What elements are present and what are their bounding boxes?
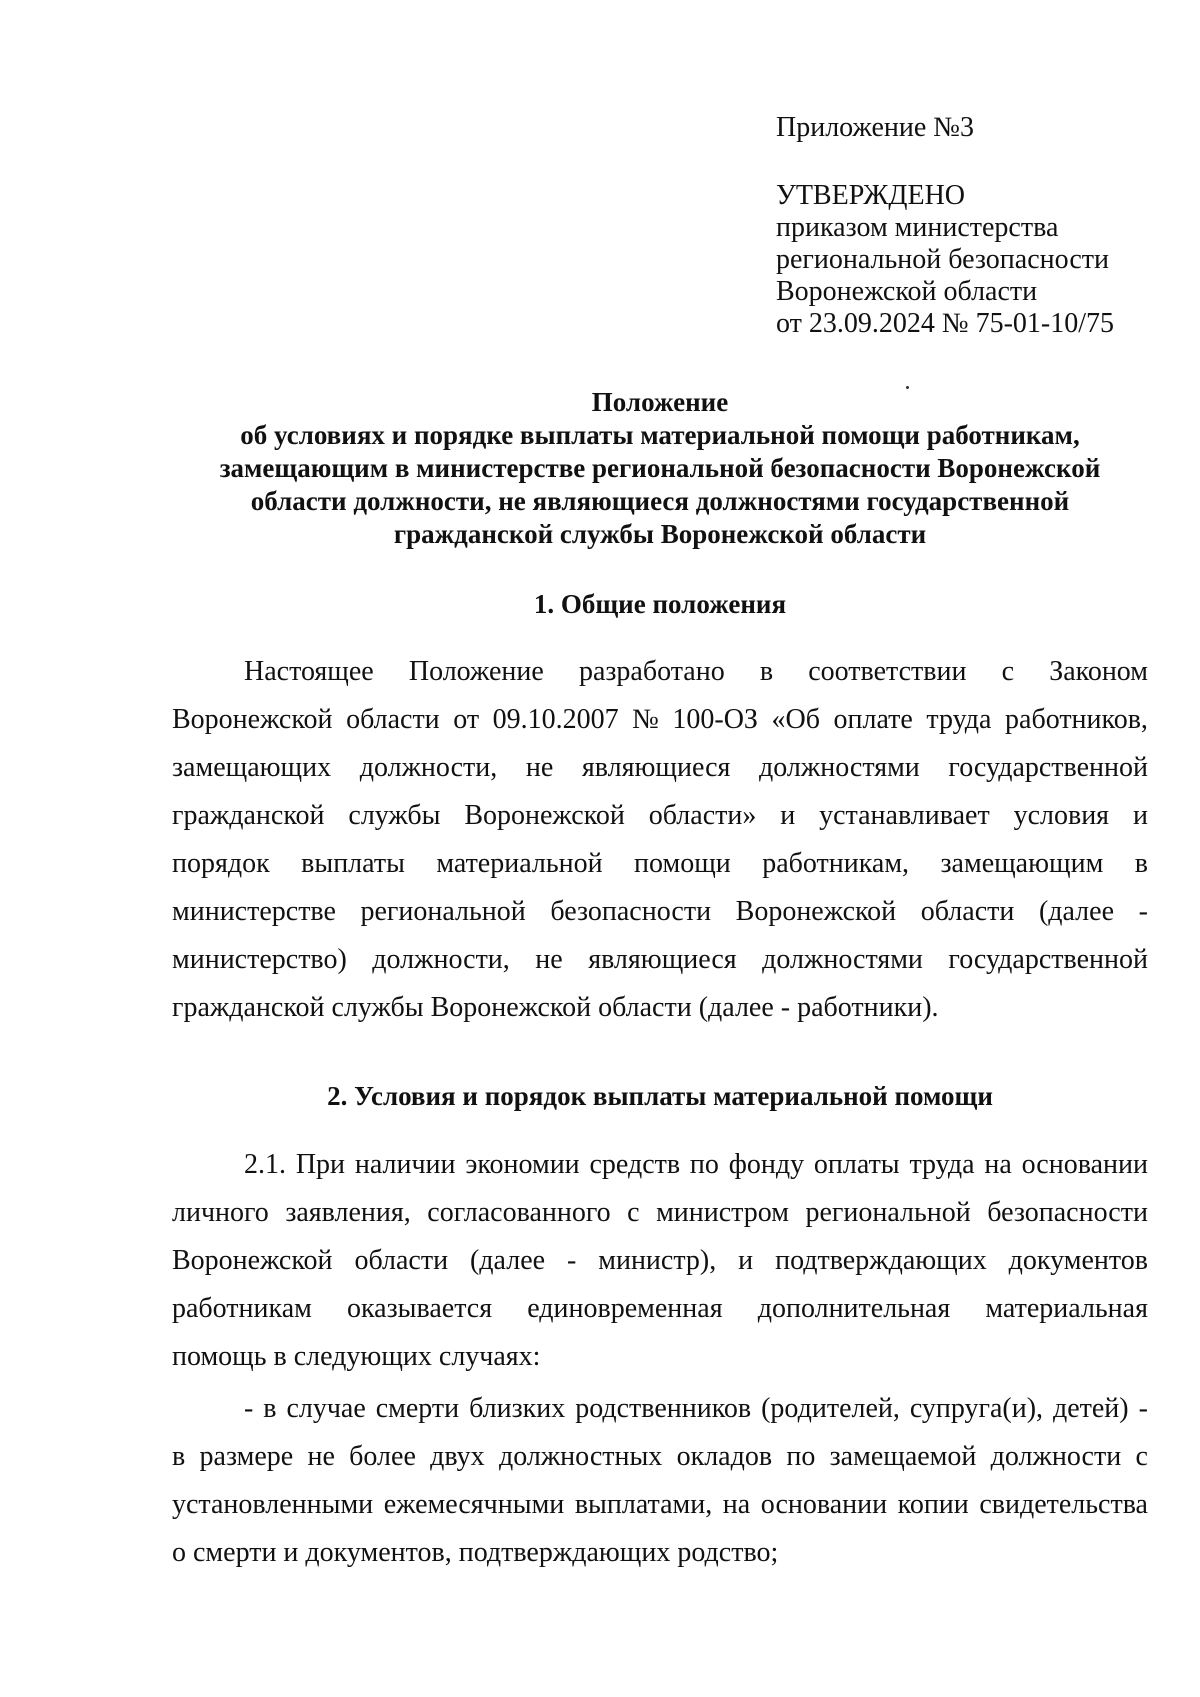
word: с — [1001, 656, 1015, 687]
word: и — [738, 1245, 754, 1276]
word: министром — [656, 1197, 789, 1228]
section-heading: 2. Условия и порядок выплаты материальной помощи — [327, 1081, 993, 1111]
word: безопасности — [550, 896, 712, 927]
word: - — [1138, 1393, 1148, 1424]
paragraph-line — [172, 1237, 1148, 1285]
annex-label: Приложение №3 — [776, 112, 974, 143]
word: являющиеся — [581, 752, 731, 783]
word: помощи — [634, 848, 731, 879]
word: области — [354, 1245, 449, 1276]
paragraph-line — [172, 1385, 1148, 1433]
section-heading: 1. Общие положения — [533, 589, 787, 619]
title-line: области должности, не являющиеся должностями государственной — [250, 486, 1070, 516]
word: свидетельства — [979, 1489, 1148, 1520]
word: должности, — [372, 944, 510, 975]
word: государственной — [948, 752, 1148, 783]
word: 100-ОЗ — [672, 704, 758, 735]
word: оплаты — [813, 1149, 900, 1180]
paragraph-line — [172, 984, 1148, 1032]
word: выплаты — [301, 848, 405, 879]
paragraph-line — [172, 744, 1148, 792]
word: должностями — [762, 944, 923, 975]
title-line: гражданской службы Воронежской области — [393, 519, 927, 549]
word: работникам, — [762, 848, 910, 879]
word: работников, — [1005, 704, 1148, 735]
word: замещающим — [940, 848, 1104, 879]
word: устанавливает — [819, 800, 990, 831]
word: оплате — [833, 704, 913, 735]
word: детей) — [1052, 1393, 1129, 1424]
word: (далее — [1038, 896, 1115, 927]
paragraph-line — [172, 792, 1148, 840]
paragraph-line — [172, 1189, 1148, 1237]
paragraph-line — [172, 1433, 1148, 1481]
word: согласованного — [427, 1197, 611, 1228]
approval-line: приказом министерства — [776, 212, 1059, 243]
word: установленными — [172, 1489, 374, 1520]
paragraph-line — [172, 888, 1148, 936]
word: 09.10.2007 — [492, 704, 619, 735]
word: области» — [648, 800, 757, 831]
word: При — [295, 1149, 346, 1180]
paragraph — [172, 648, 1148, 1032]
word: Настоящее — [244, 656, 374, 687]
word: порядок — [172, 848, 270, 879]
word: труда — [926, 704, 992, 735]
word: области — [920, 896, 1015, 927]
approval-line: от 23.09.2024 № 75-01-10/75 — [776, 308, 1115, 339]
word: от — [453, 704, 480, 735]
title-line: Положение — [591, 387, 729, 417]
word: Воронежской — [172, 704, 333, 735]
word: смерти — [375, 1393, 460, 1424]
word: средств — [589, 1149, 681, 1180]
paragraph-line — [172, 1529, 1148, 1577]
paragraph-line — [172, 648, 1148, 696]
word: службы — [348, 800, 441, 831]
word: не — [525, 752, 554, 783]
word: Положение — [408, 656, 544, 687]
word: условия — [1013, 800, 1110, 831]
word: близких — [469, 1393, 566, 1424]
word: замещающих — [172, 752, 332, 783]
word: ежемесячными — [383, 1489, 565, 1520]
word: единовременная — [527, 1293, 723, 1324]
approval-details — [776, 212, 1176, 340]
word: Воронежской — [464, 800, 625, 831]
word: министерство) — [172, 944, 347, 975]
word: помощь в следующих случаях: — [172, 1341, 541, 1372]
word: документов — [1008, 1245, 1148, 1276]
word: копии — [897, 1489, 969, 1520]
word: министр), — [598, 1245, 717, 1276]
word: в — [759, 656, 774, 687]
word: труда — [909, 1149, 975, 1180]
word: замещаемой — [829, 1441, 977, 1472]
paragraph-line — [172, 696, 1148, 744]
word: и — [780, 800, 796, 831]
paragraph-line — [172, 1333, 1148, 1381]
word: должностями — [759, 752, 920, 783]
word: должности, — [359, 752, 498, 783]
word: региональной — [805, 1197, 971, 1228]
word: работникам — [172, 1293, 312, 1324]
word: на — [984, 1149, 1012, 1180]
word: родственников — [575, 1393, 752, 1424]
word: дополнительная — [757, 1293, 951, 1324]
paragraph-line — [172, 1481, 1148, 1529]
word: (родителей, — [761, 1393, 900, 1424]
word: подтверждающих — [775, 1245, 987, 1276]
word: по — [689, 1149, 719, 1180]
word: «Об — [771, 704, 820, 735]
word: - — [244, 1393, 254, 1424]
word: экономии — [465, 1149, 580, 1180]
word: двух — [430, 1441, 485, 1472]
word: материальная — [985, 1293, 1148, 1324]
word: и — [1132, 800, 1148, 831]
word: разработано — [578, 656, 725, 687]
word: более — [349, 1441, 416, 1472]
word: основании — [1021, 1149, 1148, 1180]
word: - — [1138, 896, 1148, 927]
word: не — [307, 1441, 335, 1472]
word: гражданской службы Воронежской области (далее - работники). — [172, 992, 939, 1023]
word: в — [172, 1441, 186, 1472]
word: Воронежской — [172, 1245, 333, 1276]
word: № — [632, 704, 659, 735]
word: 2.1. — [244, 1149, 286, 1180]
word: области — [346, 704, 440, 735]
word: не — [535, 944, 563, 975]
word: министерстве — [172, 896, 336, 927]
word: с — [627, 1197, 640, 1228]
approved-label: УТВЕРЖДЕНО — [776, 180, 966, 211]
word: наличии — [354, 1149, 456, 1180]
paragraph-line — [172, 936, 1148, 984]
word: региональной — [360, 896, 526, 927]
paragraph-line — [172, 840, 1148, 888]
word: супруга(и), — [909, 1393, 1044, 1424]
word: на — [722, 1489, 751, 1520]
word: основании — [760, 1489, 888, 1520]
document-title — [130, 386, 1190, 551]
word: в — [263, 1393, 277, 1424]
word: Воронежской — [735, 896, 897, 927]
word: соответствии — [808, 656, 967, 687]
paragraph-line — [172, 1285, 1148, 1333]
title-line: замещающим в министерстве региональной безопасности Воронежской — [219, 453, 1101, 483]
word: заявления, — [285, 1197, 411, 1228]
word: Законом — [1049, 656, 1148, 687]
word: в — [1134, 848, 1148, 879]
word: по — [786, 1441, 816, 1472]
word: государственной — [948, 944, 1148, 975]
word: о смерти и документов, подтверждающих родство; — [172, 1537, 779, 1568]
word: - — [566, 1245, 577, 1276]
approval-stamp — [776, 112, 1176, 340]
word: личного — [172, 1197, 269, 1228]
word: гражданской — [172, 800, 325, 831]
word: фонду — [728, 1149, 805, 1180]
word: с — [1135, 1441, 1148, 1472]
word: размере — [199, 1441, 294, 1472]
paragraph — [172, 1385, 1148, 1577]
approval-line: региональной безопасности — [776, 244, 1109, 275]
word: должностных — [498, 1441, 663, 1472]
word: окладов — [676, 1441, 773, 1472]
approval-line: Воронежской области — [776, 276, 1038, 307]
word: должности — [990, 1441, 1122, 1472]
word: выплатами, — [574, 1489, 713, 1520]
word: (далее — [469, 1245, 546, 1276]
paragraph — [172, 1141, 1148, 1381]
word: оказывается — [347, 1293, 493, 1324]
word: безопасности — [987, 1197, 1148, 1228]
word: являющиеся — [588, 944, 737, 975]
paragraph-line — [172, 1141, 1148, 1189]
word: материальной — [436, 848, 603, 879]
title-line: об условиях и порядке выплаты материальной помощи работникам, — [240, 420, 1080, 450]
word: случае — [286, 1393, 366, 1424]
